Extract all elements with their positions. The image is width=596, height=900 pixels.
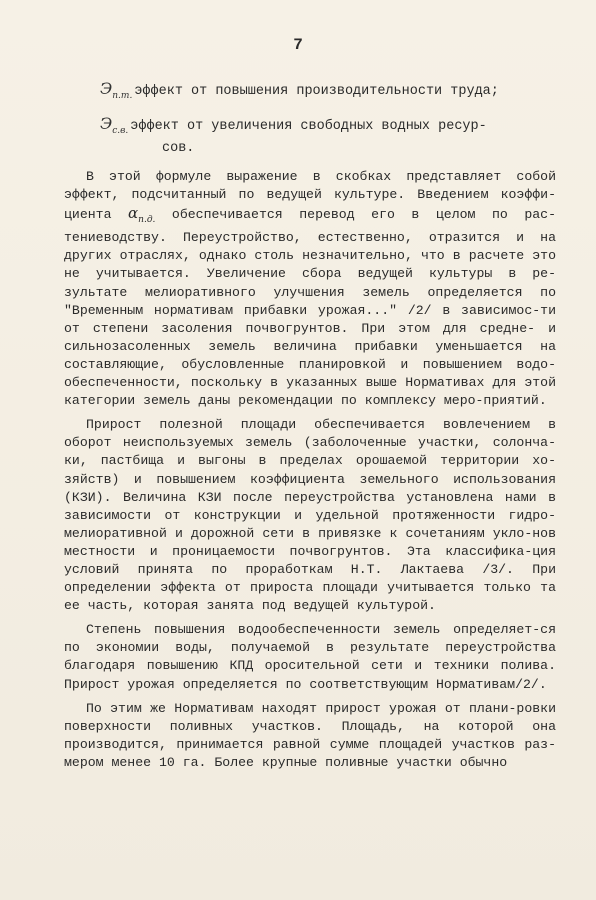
handwritten-symbol: $Э_{с.в.}$ xyxy=(100,114,129,137)
paragraph: Степень повышения водообеспеченности земель определяет-ся по экономии воды, получаемой в результате переустройства благодаря повышению КПД оросительной сети и техники полива. Прирост урожая определяется по соответствующим Нормативам/2/. xyxy=(64,622,556,692)
definition-item xyxy=(100,80,550,105)
handwritten-coefficient-symbol: $\alpha_{п.д.}$ xyxy=(128,204,156,226)
paragraph: Прирост полезной площади обеспечивается вовлечением в оборот неиспользуемых земель (заболоченные участки, солонча-ки, пастбища и выгоны в пределах орошаемой территории хо-зяйств) и повышением коэффициента земельного использования (КЗИ). Величина КЗИ после переустройства установлена нами в зависимости от конструкции и удельной протяженности гидро-мелиоративной и дорожной сети в привязке к сочетаниям укло-нов местности и проницаемости почвогрунтов. Эта классифика-ция условий принята по проработкам Н.Т. Лактаева /3/. При определении эффекта от прироста площади учитывается только та ее часть, которая занята под ведущей культурой. xyxy=(64,417,556,614)
definition-text: эффект от повышения производительности труда; xyxy=(134,84,499,99)
page-number: 7 xyxy=(293,36,303,54)
paragraph: По этим же Нормативам находят прирост урожая от плани-ровки поверхности поливных участков. Площадь, на которой она производится, принимается равной сумме площадей участков раз-мером менее 10 га. Более крупные поливные участки обычно xyxy=(64,700,556,770)
handwritten-symbol: $Э_{п.т.}$ xyxy=(100,79,133,102)
definition-text: эффект от увеличения свободных водных ресур- xyxy=(130,119,487,135)
body-text xyxy=(64,168,556,778)
definition-continuation: сов. xyxy=(162,141,195,157)
paragraph: В этой формуле выражение в скобках представляет собой эффект, подсчитанный по ведущей культуре. Введением коэффи-циента $\alpha_{п.д.}$ обеспечивается перевод его в целом по рас-тениеводству. Переустройство, естественно, отразится и на других отраслях, однако столь незначительно, что в расчете это не учитывается. Увеличение сбора ведущей культуры в ре-зультате мелиоративного улучшения земель определяется по "Временным нормативам прибавки урожая..." /2/ в зависимос-ти от степени засоления почвогрунтов. При этом для средне- и сильнозасоленных земель величина прибавки уменьшается на составляющие, обусловленные планировкой и повышением водо-обеспеченности, поскольку в указанных выше Нормативах для этой категории земель даны рекомендации по комплексу меро-приятий. xyxy=(64,169,556,409)
definitions-list xyxy=(100,80,550,168)
definition-item xyxy=(100,115,550,158)
